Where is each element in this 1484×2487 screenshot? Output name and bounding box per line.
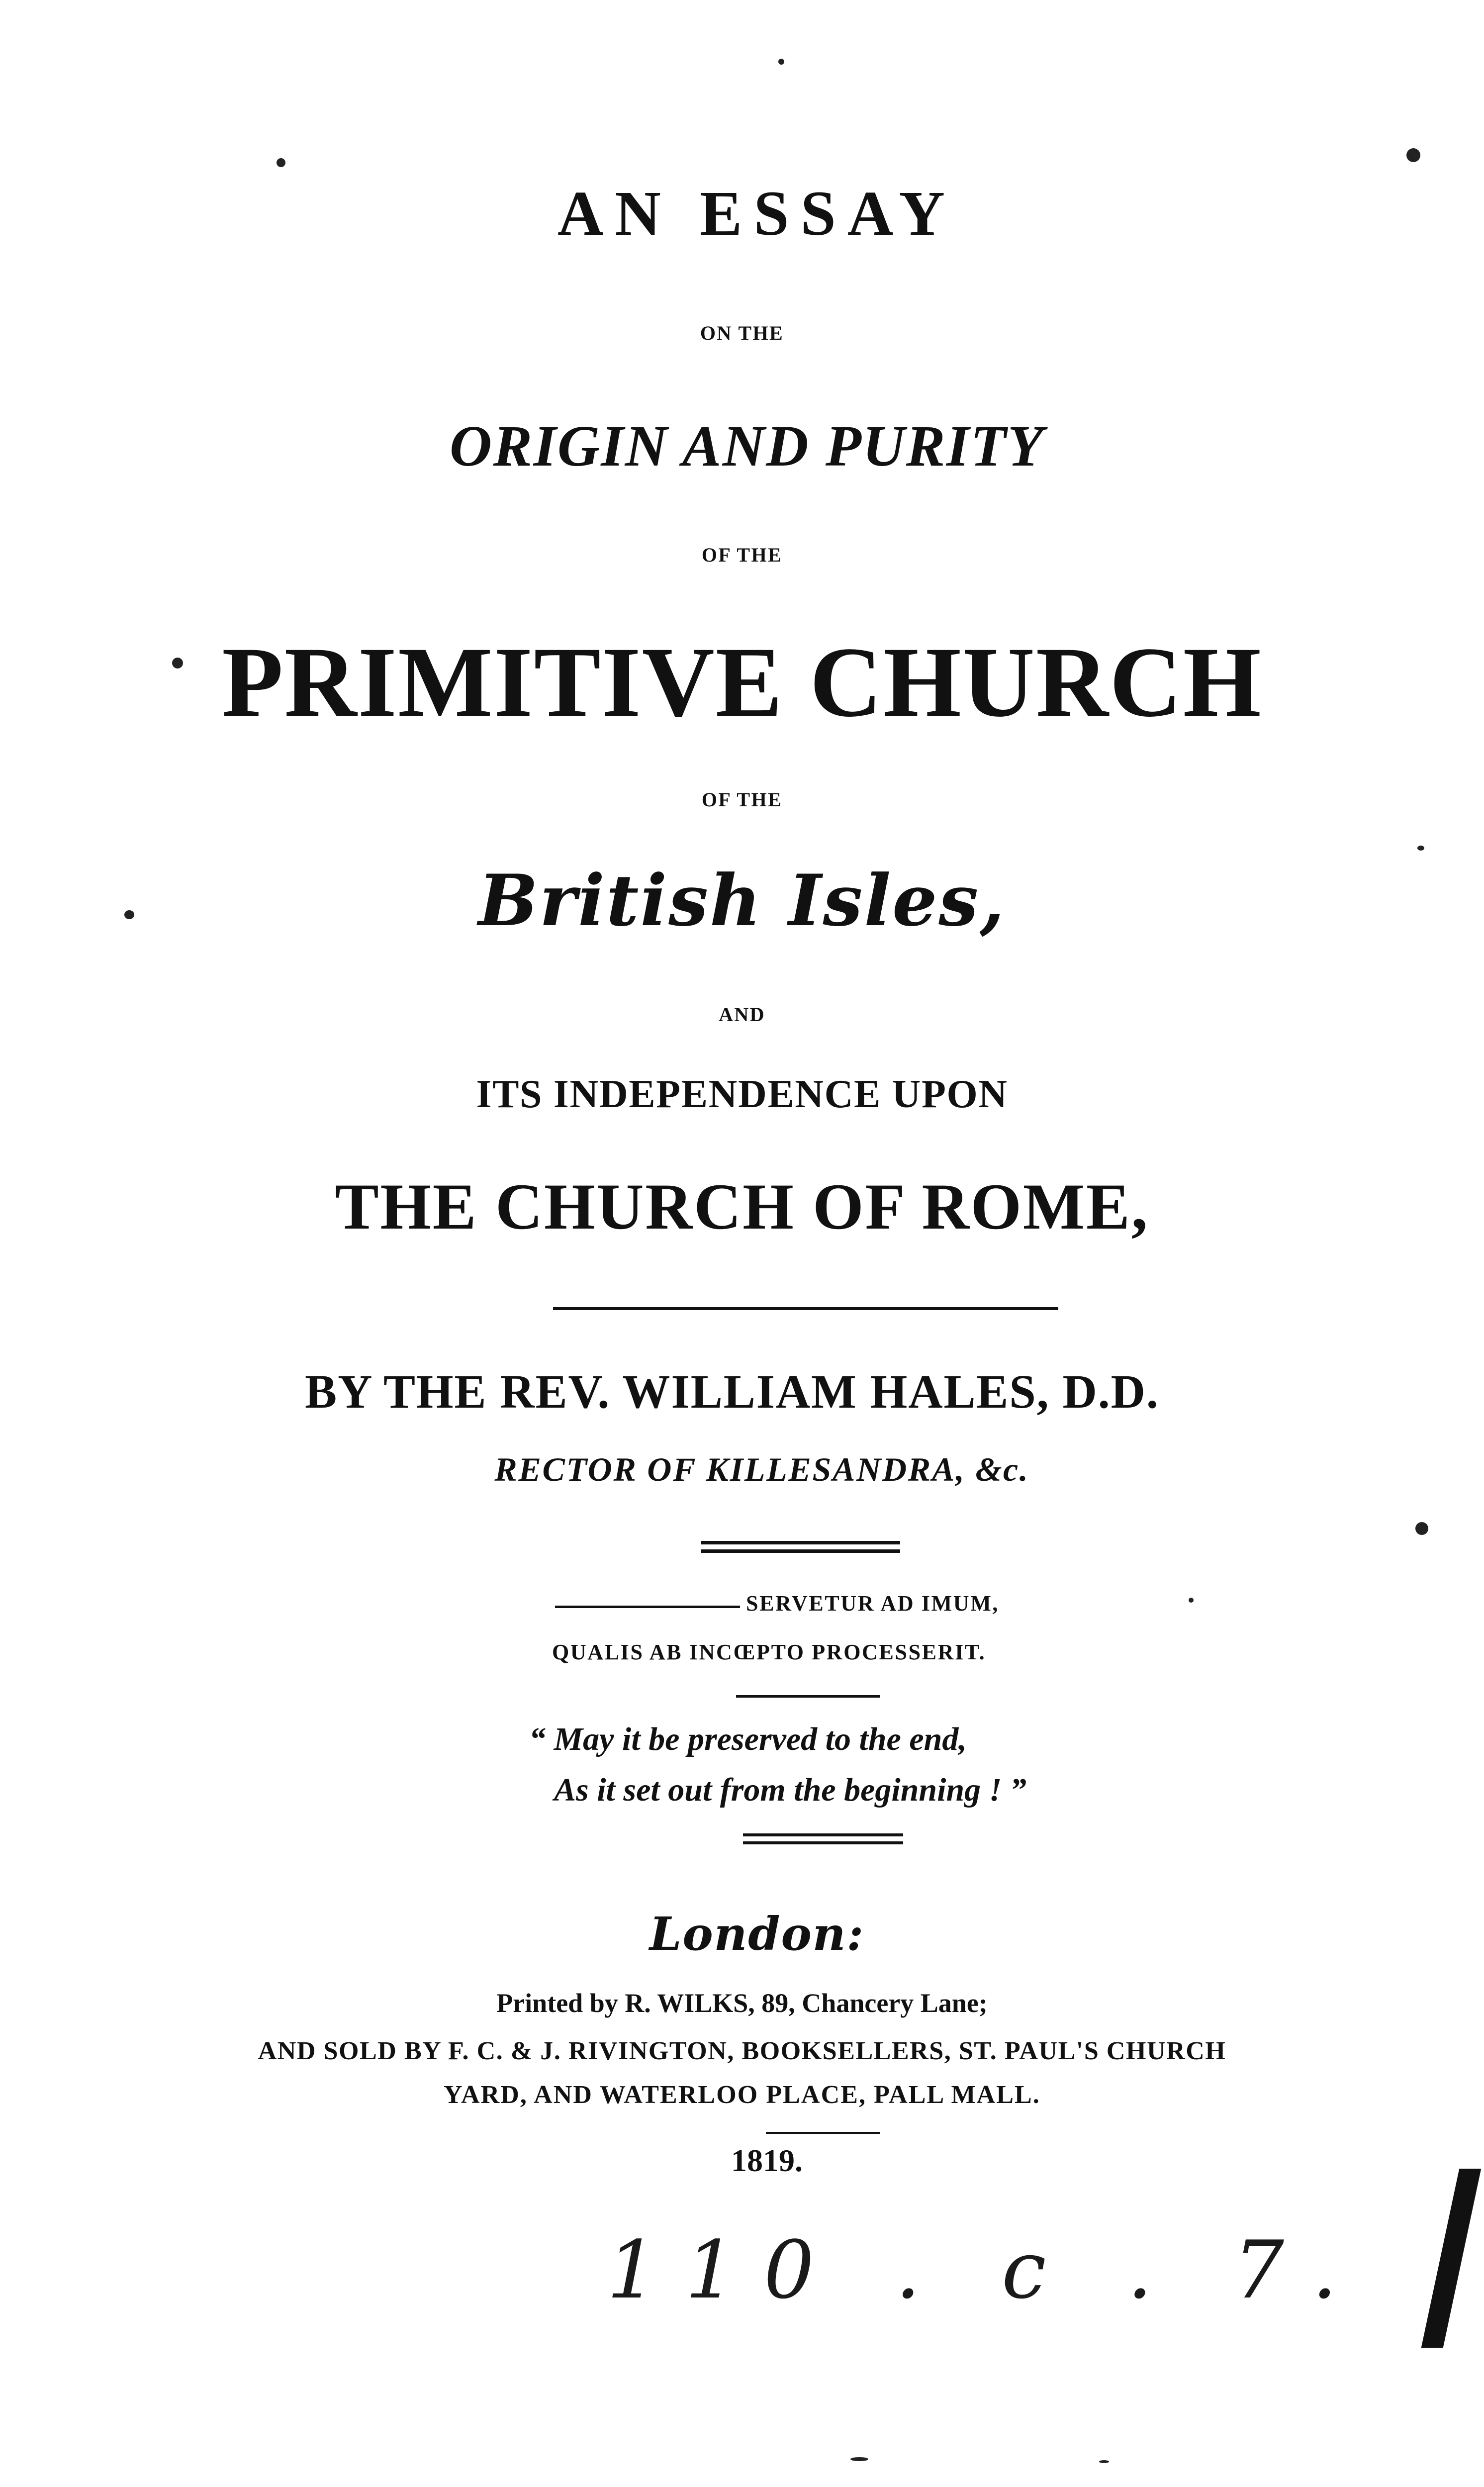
- speck-2: [1406, 148, 1420, 162]
- imprint-sold-by-1: AND SOLD BY F. C. & J. RIVINGTON, BOOKSELLERS, ST. PAUL'S CHURCH: [258, 2037, 1226, 2065]
- imprint-place-london: London:: [649, 1907, 865, 1961]
- speck-5: [1417, 846, 1424, 851]
- line-on-the: ON THE: [700, 322, 784, 344]
- author-title: RECTOR OF KILLESANDRA, &c.: [494, 1450, 1029, 1488]
- heading-church-of-rome: THE CHURCH OF ROME,: [335, 1170, 1149, 1243]
- divider-double-rule: [701, 1541, 900, 1553]
- imprint-year: 1819.: [731, 2143, 803, 2178]
- ink-stroke-edge: [1421, 2169, 1482, 2348]
- speck-4: [172, 658, 183, 669]
- shelfmark-handwritten: 110 . c . 7.: [607, 2223, 1365, 2316]
- divider-double-rule-2: [743, 1833, 903, 1844]
- speck-10: [124, 910, 134, 919]
- line-of-the-2: OF THE: [701, 788, 783, 811]
- speck-7: [1189, 1598, 1194, 1603]
- year-rule: [766, 2132, 880, 2134]
- heading-british-isles: British Isles,: [478, 860, 1006, 942]
- motto-latin-2: QUALIS AB INCŒPTO PROCESSERIT.: [552, 1640, 986, 1664]
- author-line: BY THE REV. WILLIAM HALES, D.D.: [305, 1365, 1159, 1418]
- line-origin-and-purity: ORIGIN AND PURITY: [449, 413, 1045, 478]
- motto-latin-1: SERVETUR AD IMUM,: [746, 1591, 1000, 1616]
- line-of-the-1: OF THE: [701, 544, 783, 566]
- speck-3: [277, 158, 285, 167]
- speck-9: [1099, 2460, 1109, 2463]
- heading-an-essay: AN ESSAY: [557, 178, 957, 249]
- divider-rule-1: [553, 1307, 1058, 1310]
- motto-english-2: As it set out from the beginning ! ”: [554, 1772, 1026, 1808]
- imprint-printer: Printed by R. WILKS, 89, Chancery Lane;: [496, 1988, 988, 2018]
- motto-english-1: “ May it be preserved to the end,: [529, 1721, 967, 1757]
- motto-short-rule: [736, 1695, 880, 1698]
- imprint-sold-by-2: YARD, AND WATERLOO PLACE, PALL MALL.: [444, 2081, 1040, 2109]
- speck-1: [778, 59, 784, 65]
- line-and: AND: [719, 1003, 765, 1026]
- motto-lead-rule: [555, 1606, 740, 1608]
- line-its-independence-upon: ITS INDEPENDENCE UPON: [476, 1072, 1008, 1116]
- speck-8: [850, 2457, 868, 2461]
- heading-primitive-church: PRIMITIVE CHURCH: [222, 626, 1262, 738]
- speck-6: [1415, 1522, 1428, 1535]
